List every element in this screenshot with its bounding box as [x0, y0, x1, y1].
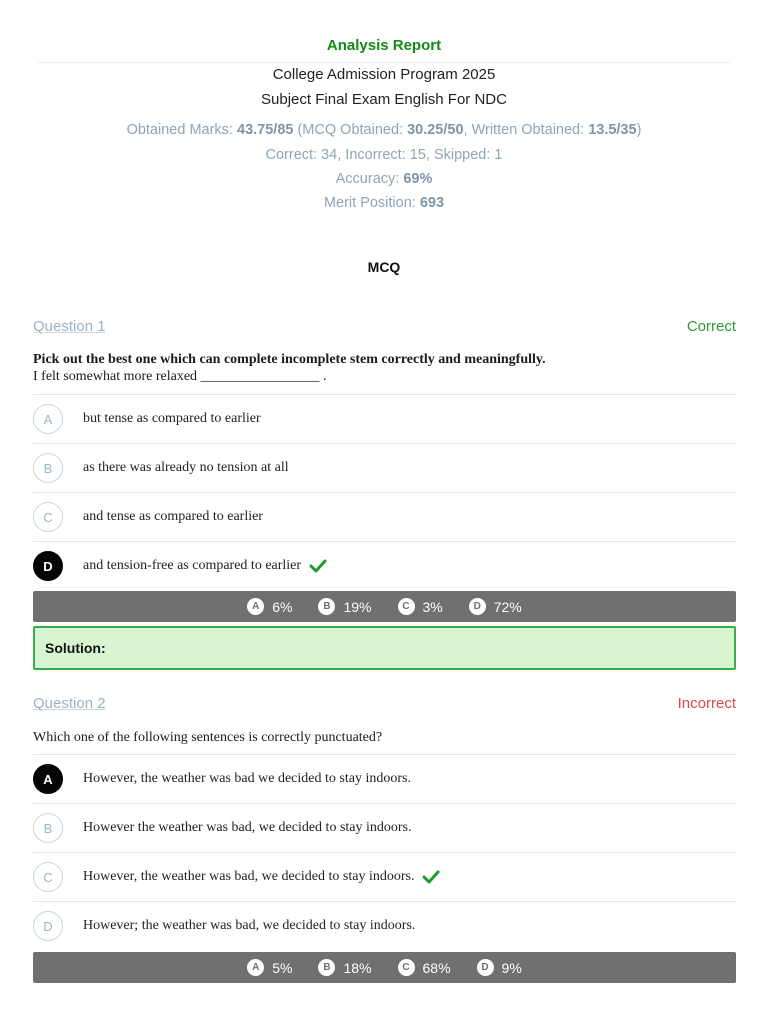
stem-instruction: Pick out the best one which can complete incomplete stem correctly and meaningfully.	[33, 352, 546, 367]
option-c-icon: C	[398, 598, 415, 615]
program-name: College Admission Program 2025	[272, 66, 496, 83]
option-d-icon: D	[469, 598, 486, 615]
stat-item-a: A 5%	[247, 959, 292, 976]
option-text: as there was already no tension at all	[83, 460, 289, 475]
option-b-icon: B	[318, 959, 335, 976]
solution-label: Solution:	[45, 640, 106, 656]
stat-item-a: A 6%	[247, 598, 292, 615]
question-header	[33, 695, 736, 715]
option-d-icon: D	[477, 959, 494, 976]
option-d[interactable]	[33, 901, 736, 951]
option-text: and tension-free as compared to earlier	[83, 558, 327, 574]
stat-item-d: D 72%	[469, 598, 522, 615]
solution-box	[33, 626, 736, 670]
question-label: Question 2	[33, 695, 106, 712]
option-a-icon: A	[247, 959, 264, 976]
stat-item-b: B 19%	[318, 598, 371, 615]
question-label: Question 1	[33, 318, 106, 335]
stat-item-c: C 3%	[398, 598, 443, 615]
correct-check-icon	[309, 559, 327, 573]
option-text: and tense as compared to earlier	[83, 509, 263, 524]
question-stem	[33, 729, 736, 746]
header-divider	[38, 62, 730, 63]
correct-check-icon	[422, 870, 440, 884]
question-status: Incorrect	[677, 695, 736, 712]
option-b-icon: B	[318, 598, 335, 615]
obtained-marks: Obtained Marks: 43.75/85 (MCQ Obtained: 30.25/50, Written Obtained: 13.5/35)	[126, 122, 642, 138]
option-text: However, the weather was bad, we decided to stay indoors.	[83, 869, 440, 885]
option-c[interactable]	[33, 852, 736, 902]
option-letter-badge: B	[33, 813, 63, 843]
option-a[interactable]	[33, 394, 736, 444]
option-letter-badge: D	[33, 911, 63, 941]
question-header	[33, 318, 736, 338]
option-d[interactable]	[33, 541, 736, 591]
stem-text: Which one of the following sentences is correctly punctuated?	[33, 730, 383, 745]
accuracy: Accuracy: 69%	[335, 171, 433, 187]
stat-item-b: B 18%	[318, 959, 371, 976]
option-letter-badge-selected: D	[33, 551, 63, 581]
subject-name: Subject Final Exam English For NDC	[261, 91, 507, 108]
option-b[interactable]	[33, 803, 736, 853]
option-letter-badge: B	[33, 453, 63, 483]
option-letter-badge: C	[33, 502, 63, 532]
option-c-icon: C	[398, 959, 415, 976]
answer-stats-bar	[33, 952, 736, 983]
option-a-icon: A	[247, 598, 264, 615]
option-b[interactable]	[33, 443, 736, 493]
question-stem	[33, 351, 736, 385]
report-title: Analysis Report	[326, 37, 442, 54]
question-status: Correct	[686, 318, 736, 335]
stem-text: I felt somewhat more relaxed _________________ .	[33, 369, 327, 384]
option-letter-badge-selected: A	[33, 764, 63, 794]
section-title: MCQ	[367, 259, 401, 275]
option-letter-badge: C	[33, 862, 63, 892]
option-text: However, the weather was bad we decided to stay indoors.	[83, 771, 411, 786]
stat-item-d: D 9%	[477, 959, 522, 976]
option-text: but tense as compared to earlier	[83, 411, 261, 426]
option-c[interactable]	[33, 492, 736, 542]
option-text: However the weather was bad, we decided to stay indoors.	[83, 820, 412, 835]
answer-stats-bar	[33, 591, 736, 622]
option-a[interactable]	[33, 754, 736, 804]
option-text: However; the weather was bad, we decided to stay indoors.	[83, 918, 416, 933]
stat-item-c: C 68%	[398, 959, 451, 976]
option-letter-badge: A	[33, 404, 63, 434]
merit-position: Merit Position: 693	[323, 195, 445, 211]
answer-counts: Correct: 34, Incorrect: 15, Skipped: 1	[265, 147, 503, 163]
